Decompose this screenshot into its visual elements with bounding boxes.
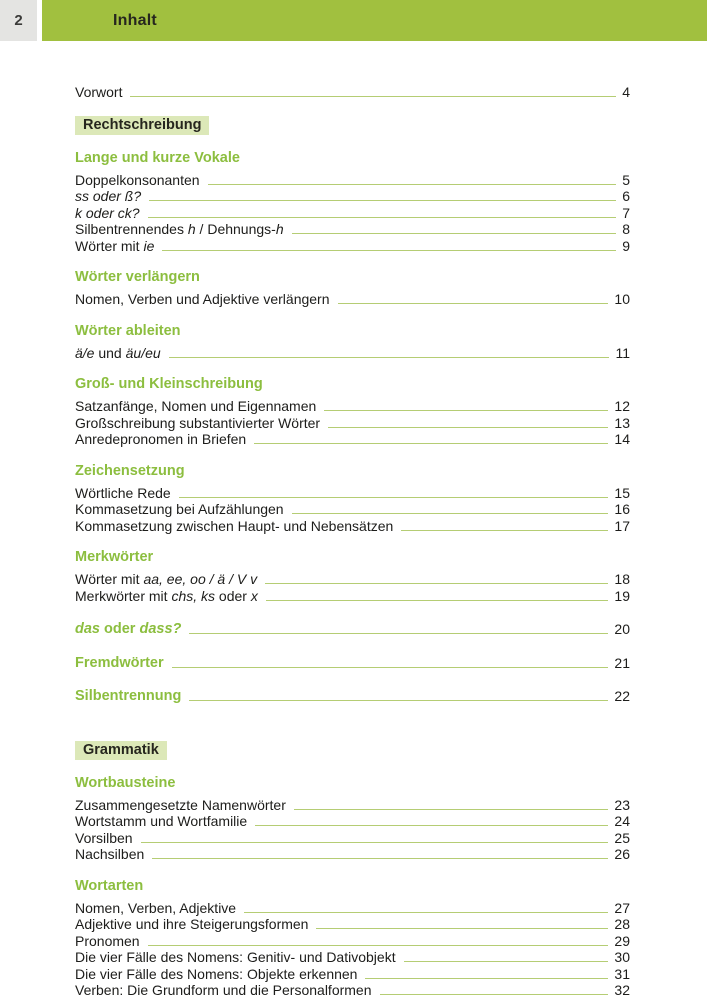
toc-entry-page: 28 [614, 916, 630, 932]
leader-line [292, 233, 617, 234]
toc-entry-page: 18 [614, 571, 630, 587]
toc-entry-title: Kommasetzung bei Aufzählungen [75, 501, 284, 517]
toc-entry [75, 205, 630, 222]
leader-line [244, 912, 608, 913]
toc-entry-title: Nachsilben [75, 846, 145, 862]
toc-entry-page: 5 [622, 171, 630, 188]
leader-line [380, 994, 609, 995]
toc-entry-page: 31 [614, 965, 630, 982]
toc-entry-title: Vorwort [75, 84, 123, 100]
toc-entry [75, 188, 630, 205]
toc-entry-title: Silbentrennendes h / Dehnungs-h [75, 221, 284, 237]
toc-entry-page: 13 [614, 414, 630, 431]
leader-line [365, 978, 608, 979]
toc-entry-title: Nomen, Verben, Adjektive [75, 899, 237, 916]
section-badge: Grammatik [75, 741, 167, 760]
toc-entry [75, 238, 630, 255]
toc-entry [75, 982, 630, 999]
toc-entry-page: 14 [614, 431, 630, 447]
leader-line [266, 600, 609, 601]
toc-entry [75, 688, 630, 705]
toc-entry [75, 431, 630, 448]
subsection-heading: Wörter verlängern [75, 269, 200, 285]
leader-line [149, 200, 616, 201]
leader-line [189, 633, 608, 634]
toc-entry-title: ä/e und äu/eu [75, 344, 161, 361]
page-title: Inhalt [113, 11, 157, 29]
toc-entry-title: Pronomen [75, 932, 140, 949]
toc-entry [75, 949, 630, 966]
header-bar [42, 0, 707, 41]
toc-entry-title: Anredepronomen in Briefen [75, 431, 247, 447]
toc-entry-page: 12 [614, 398, 630, 414]
toc-entry-page: 24 [614, 813, 630, 829]
leader-line [179, 497, 609, 498]
toc-entry-title: Kommasetzung zwischen Haupt- und Nebensätzen [75, 517, 394, 534]
leader-line [292, 513, 609, 514]
leader-line [265, 583, 608, 584]
toc-entry-page: 11 [615, 344, 630, 361]
subsection-heading: Wörter ableiten [75, 322, 181, 339]
subsection-heading: Merkwörter [75, 549, 154, 565]
toc-entry [75, 588, 630, 605]
toc-entry [75, 846, 630, 863]
leader-line [324, 410, 608, 411]
toc-entry-page: 8 [622, 221, 630, 237]
toc-entry-title: k oder ck? [75, 204, 140, 221]
toc-entry [75, 518, 630, 535]
leader-line [148, 217, 617, 218]
toc-entry-title: Wörter mit aa, ee, oo / ä / V v [75, 571, 258, 587]
leader-line [189, 700, 608, 701]
leader-line [404, 961, 609, 962]
toc-entry-page: 20 [614, 621, 630, 637]
toc-entry-title: Verben: Die Grundform und die Personalformen [75, 982, 372, 998]
subsection-heading: Lange und kurze Vokale [75, 149, 240, 166]
toc-entry-title: Die vier Fälle des Nomens: Genitiv- und Dativobjekt [75, 949, 396, 965]
toc-entry-title: Fremdwörter [75, 654, 164, 671]
toc-entry [75, 291, 630, 308]
toc-entry-title: Vorsilben [75, 829, 133, 846]
toc-entry-title: Adjektive und ihre Steigerungsformen [75, 916, 309, 932]
page-number: 2 [14, 12, 23, 29]
toc-entry [75, 916, 630, 933]
toc-entry-page: 6 [622, 188, 630, 204]
leader-line [172, 667, 609, 668]
subsection-heading: Zeichensetzung [75, 462, 185, 479]
leader-line [148, 945, 609, 946]
toc-entry [75, 84, 630, 101]
toc-entry-title: Wörtliche Rede [75, 484, 171, 501]
subsection-heading: Wortbausteine [75, 774, 176, 791]
leader-line [401, 530, 608, 531]
subsection-heading: Groß- und Kleinschreibung [75, 376, 263, 392]
toc-entry [75, 345, 630, 362]
leader-line [316, 928, 608, 929]
toc-entry-title: Die vier Fälle des Nomens: Objekte erkennen [75, 965, 358, 982]
toc-entry-title: Satzanfänge, Nomen und Eigennamen [75, 398, 317, 414]
toc-entry-title: Doppelkonsonanten [75, 171, 200, 188]
toc-entry-title: Wortstamm und Wortfamilie [75, 813, 248, 829]
leader-line [130, 96, 616, 97]
leader-line [162, 250, 616, 251]
toc-entry [75, 571, 630, 588]
toc-entry [75, 172, 630, 189]
toc-entry [75, 621, 630, 638]
toc-entry-page: 25 [614, 829, 630, 846]
toc-entry-page: 15 [614, 484, 630, 501]
toc-entry [75, 655, 630, 672]
toc-entry-page: 23 [614, 796, 630, 813]
toc-entry [75, 398, 630, 415]
toc-entry-page: 30 [614, 949, 630, 965]
toc-entry-page: 9 [622, 237, 630, 254]
toc-entry [75, 900, 630, 917]
toc [75, 84, 630, 999]
leader-line [152, 858, 608, 859]
toc-entry-title: das oder dass? [75, 621, 182, 637]
toc-entry-title: Merkwörter mit chs, ks oder x [75, 587, 258, 604]
leader-line [294, 809, 609, 810]
toc-entry-page: 29 [614, 932, 630, 949]
page-number-box [0, 0, 37, 41]
leader-line [169, 357, 610, 358]
toc-entry [75, 933, 630, 950]
toc-entry-page: 4 [622, 84, 630, 100]
toc-entry [75, 221, 630, 238]
toc-entry [75, 415, 630, 432]
toc-entry-title: Wörter mit ie [75, 237, 155, 254]
toc-entry-page: 21 [614, 654, 630, 671]
toc-entry-page: 26 [614, 846, 630, 862]
toc-entry [75, 797, 630, 814]
toc-entry-title: Zusammengesetzte Namenwörter [75, 796, 286, 813]
leader-line [328, 427, 608, 428]
leader-line [254, 443, 608, 444]
toc-entry-title: Silbentrennung [75, 688, 182, 704]
page-header [0, 0, 707, 41]
toc-entry-title: Nomen, Verben und Adjektive verlängern [75, 291, 330, 307]
toc-entry-page: 7 [622, 204, 630, 221]
toc-entry-page: 10 [614, 291, 630, 307]
section-badge: Rechtschreibung [75, 116, 209, 135]
leader-line [255, 825, 608, 826]
toc-entry [75, 966, 630, 983]
toc-entry-page: 27 [614, 899, 630, 916]
toc-entry-page: 32 [614, 982, 630, 998]
toc-entry-page: 17 [614, 517, 630, 534]
leader-line [208, 184, 617, 185]
toc-entry [75, 813, 630, 830]
subsection-heading: Wortarten [75, 877, 144, 894]
toc-entry-title: ss oder ß? [75, 188, 142, 204]
toc-entry [75, 830, 630, 847]
toc-entry-page: 19 [614, 587, 630, 604]
toc-entry-page: 22 [614, 688, 630, 704]
toc-entry-page: 16 [614, 501, 630, 517]
toc-entry-title: Großschreibung substantivierter Wörter [75, 414, 321, 431]
toc-entry [75, 485, 630, 502]
leader-line [141, 842, 609, 843]
toc-entry [75, 501, 630, 518]
leader-line [338, 303, 609, 304]
